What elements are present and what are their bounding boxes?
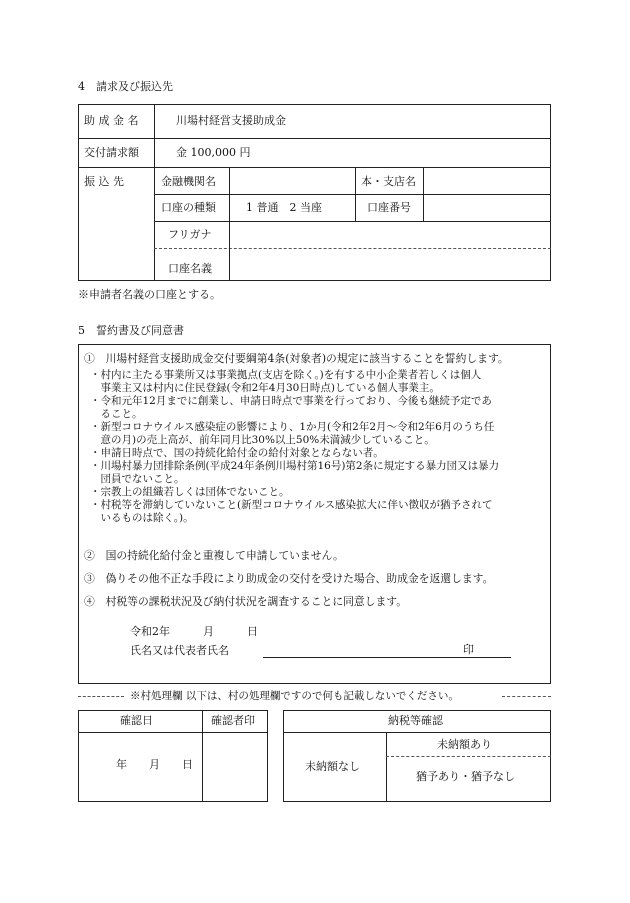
furigana-label: フリガナ [168, 228, 212, 241]
signature-name-label: 氏名又は代表者氏名 [130, 644, 229, 657]
tax-check-label: 納税等確認 [388, 714, 443, 727]
confirm-date-value: 年 月 日 [116, 758, 193, 771]
list-item: ・申請日時点で、国の持続化給付金の給付対象とならない者。 [90, 447, 384, 459]
list-item: ・村内に主たる事業所又は事業拠点(支店を除く。)を有する中小企業者若しくは個人 [90, 369, 482, 381]
branch-name-label: 本・支店名 [361, 175, 416, 188]
office-divider-right [502, 696, 551, 697]
no-arrears-label: 未納額なし [305, 760, 360, 773]
section4-heading: 4 請求及び振込先 [78, 80, 173, 93]
account-number-label: 口座番号 [367, 201, 411, 214]
list-item: ・川場村暴力団排除条例(平成24年条例川場村第16号)第2条に規定する暴力団又は暴力 [90, 460, 500, 472]
amount-label: 交付請求額 [84, 146, 139, 159]
pledge-conditions [90, 369, 550, 525]
list-item: ・村税等を滞納していないこと(新型コロナウイルス感染拡大に伴い徴収が猶予されて [90, 499, 493, 511]
list-item: 団員でないこと。 [90, 473, 185, 485]
section5-heading: 5 誓約書及び同意書 [78, 324, 184, 337]
confirm-date-label: 確認日 [120, 714, 153, 727]
signature-line [263, 657, 511, 658]
seal-mark: 印 [463, 643, 474, 656]
list-item: ・令和元年12月までに創業し、申請日時点で事業を行っており、今後も継続予定であ [90, 395, 492, 407]
transfer-label: 振 込 先 [84, 175, 124, 188]
list-item: ・宗教上の組織若しくは団体でないこと。 [90, 486, 290, 498]
bank-name-label: 金融機関名 [161, 175, 216, 188]
office-use-note: ※村処理欄 以下は、村の処理欄ですので何も記載しないでください。 [130, 690, 459, 702]
deferral-options: 猶予あり・猶予なし [416, 770, 515, 783]
list-item: いるものは除く。)。 [90, 512, 194, 524]
account-type-value: 1 普通 2 当座 [246, 201, 322, 214]
pledge-item-2: ② 国の持続化給付金と重複して申請していません。 [84, 549, 344, 562]
subsidy-name-value: 川場村経営支援助成金 [176, 114, 286, 127]
arrears-label: 未納額あり [437, 738, 492, 751]
account-holder-label: 口座名義 [168, 262, 212, 275]
list-item: 意の月)の売上高が、前年同月比30%以上50%未満減少していること。 [90, 434, 435, 446]
office-divider-left [78, 696, 124, 697]
pledge-item-1: ① 川場村経営支援助成金交付要綱第4条(対象者)の規定に該当することを誓約します。 [84, 352, 509, 365]
signature-date: 令和2年 月 日 [130, 625, 258, 638]
list-item: ること。 [90, 408, 143, 420]
account-type-label: 口座の種類 [161, 201, 216, 214]
pledge-item-4: ④ 村税等の課税状況及び納付状況を調査することに同意します。 [84, 595, 408, 608]
list-item: ・新型コロナウイルス感染症の影響により、1か月(令和2年2月～令和2年6月のうち任 [90, 421, 495, 433]
subsidy-name-label: 助 成 金 名 [84, 114, 139, 127]
account-note: ※申請者名義の口座とする。 [78, 288, 221, 301]
confirm-seal-label: 確認者印 [211, 714, 255, 727]
amount-value: 金 100,000 円 [176, 146, 251, 159]
pledge-item-3: ③ 偽りその他不正な手段により助成金の交付を受けた場合、助成金を返還します。 [84, 572, 494, 585]
list-item: 事業主又は村内に住民登録(令和2年4月30日時点)している個人事業主。 [90, 382, 440, 394]
